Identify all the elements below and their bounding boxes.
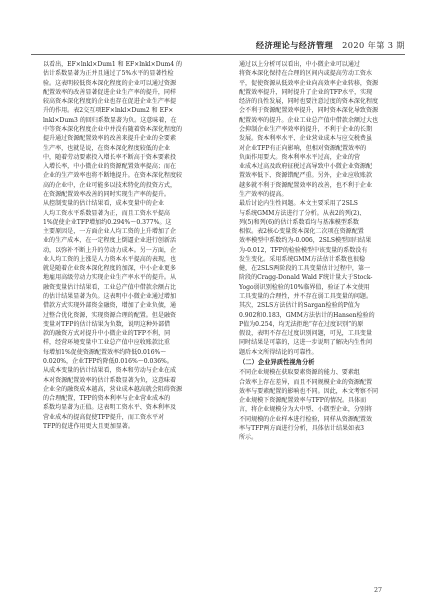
- text-line: 率与TFP两方面进行分析，具体估计结果如表3: [239, 424, 364, 432]
- text-line: 款的融资方式对提升中小微企业的TFP不利，同: [43, 330, 171, 338]
- text-line: 从成本变量的估计结果看，资本和劳动与企业在成: [43, 367, 177, 375]
- text-line: 列(5)和列(6)的估计系数看均与基准模型系数: [239, 218, 359, 226]
- text-line: 高的企业中，企业可能多以技术特化的投资方式，: [43, 181, 177, 189]
- text-line: 0.902和0.183，GMM方法估计的Hansen检验的: [239, 311, 375, 319]
- text-line: lnkl×Dum3 的回归系数显著为负。这意味着，在: [43, 116, 177, 124]
- text-line: 过整合优化资源，实现资源合理的配置。但是融资: [43, 311, 177, 319]
- text-line: 系数均显著为正值。这表明工资水平、资本利率及: [43, 404, 177, 412]
- text-line: 较高资本深化程度的企业也存在促进企业生产率提: [43, 98, 177, 106]
- text-line: 从控制变量的估计结果看，成本变量中的企业: [43, 200, 164, 208]
- paragraph: [227, 368, 403, 442]
- text-line: 题后本文所得结论的可靠性。: [239, 348, 318, 356]
- text-line: 合效率上存在差异，而且不同规模企业的资源配置: [239, 378, 373, 386]
- text-line: 生产效率的提高。: [239, 190, 288, 198]
- text-line: 升的作用。表2交互项EF×lnkl×Dum2 和 EF×: [43, 107, 174, 115]
- text-line: 通过以上分析可以看出，中小微企业可以通过: [239, 61, 360, 68]
- paragraph: [31, 199, 207, 431]
- text-line: 不同规模的企业样本进行检验，同样从资源配置效: [239, 415, 373, 423]
- text-line: 所示。: [239, 434, 258, 442]
- text-line: 的合理配置，TFP的资本利率与企业营业成本的: [43, 395, 171, 403]
- paragraph: [227, 199, 403, 357]
- text-line: 假设，表明不存在过度识别问题，可见，工具变量: [239, 330, 373, 338]
- text-line: 发生变化。采用系统GMM方法估计系数也很稳: [239, 255, 366, 263]
- text-line: 配置效率提升，同时提升了企业的TFP水平，实现: [239, 88, 373, 96]
- text-line: 1%促使企业TFP增加约0.294%～0.377%。这: [43, 218, 172, 226]
- text-line: 0.020%，企业TFP约降低0.016%～0.036%。: [43, 358, 173, 365]
- text-line: Yogo弱识别检验的10%临界值，验证了本文使用: [239, 283, 370, 291]
- text-line: 企业全的融资成本越高，营业成本越高就会阻碍资源: [43, 385, 183, 393]
- text-line: 效率模型中系数约为-0.006，2SLS模型回归结果: [239, 237, 372, 245]
- text-line: 中等资本深化程度企业中并没有随着资本深化程度的: [43, 125, 183, 133]
- text-line: 言，将企业规模分为大中型、小微型企业，分别将: [239, 406, 373, 414]
- text-line: 入增长率，中小微企业的资源配置效率提高；而在: [43, 163, 177, 171]
- text-line: 工具变量的合理性，并不存在弱工具变量的问题。: [239, 293, 373, 301]
- text-line: 营业成本的提高促使TFP提升，而工资水平对: [43, 413, 165, 421]
- text-line: 融资变量估计结果看，工业总产值中借款余额占比: [43, 283, 177, 291]
- text-line: 借款方式实现外部资金融资，增加了企业负债，通: [43, 302, 177, 310]
- text-line: 最后讨论内生性问题。本文主要采用了2SLS: [239, 200, 358, 208]
- text-line: P值为0.254，均无法拒绝“存在过度识别”的原: [239, 320, 364, 328]
- header-rule: [31, 54, 405, 55]
- text-line: TFP的促进作用更大且更加显著。: [43, 422, 134, 430]
- issue-info: 2020 年第 3 期: [342, 40, 405, 50]
- text-line: 估计系数显著为正并且通过了5%水平的显著性检: [43, 70, 174, 78]
- text-line: 变量对TFP的估计结果为负数，说明这种外部借: [43, 320, 171, 328]
- text-line: 不同企业规模在获取要素资源的能力、要素组: [239, 369, 360, 377]
- text-line: 的估计结果显著为负。这表明中小微企业通过增加: [43, 293, 177, 301]
- text-line: 中，随着劳动要素投入增长率不断高于资本要素投: [43, 153, 177, 161]
- section-heading: （二）企业异质性视角分析: [239, 359, 315, 366]
- text-line: 健，在2SLS两阶段的工具变量估计过程中，第一: [239, 265, 371, 273]
- text-line: 业的生产成本，在一定程度上倒逼企业进行创新活: [43, 237, 177, 245]
- text-line: 生产率，也就是说，在资本深化程度较低的企业: [43, 144, 170, 152]
- text-line: 主要原因是，一方面企业人均工资的上升增加了企: [43, 228, 177, 236]
- text-line: 阶段的Cragg-Donald Wald F统计量大于Stock-: [239, 274, 373, 282]
- text-line: 动，以弥补不断上升的劳动力成本。另一方面，企: [43, 246, 177, 254]
- text-line: 负面作用要大。资本利率水平过高，企业的营: [239, 153, 360, 161]
- text-line: 人均工资水平系数显著为正，而且工资水平提高: [43, 209, 170, 217]
- text-line: 配置效率的提升。企业工业总产值中借款余额过大也: [239, 116, 379, 124]
- text-line: 同时结果是可靠的，这进一步说明了解决内生性问: [239, 339, 373, 347]
- running-header: [256, 40, 405, 51]
- text-line: 为-0.012，TFP的检验模型中该变量的系数没有: [239, 246, 368, 254]
- text-line: 配置效率的改善显著促进企业生产率的提升，同样: [43, 88, 177, 96]
- text-line: 就是随着企业资本深化程度的加深，中小企业更多: [43, 265, 177, 273]
- text-line: 会抑制企业生产率效率的提升，不利于企业的长期: [239, 125, 373, 133]
- page-number: 27: [373, 587, 382, 594]
- text-line: 相似。表2核心变量资本深化二次项在资源配置: [239, 228, 364, 236]
- text-line: 平，促使资源从低效率企业向高效率企业转移，资源: [239, 79, 379, 87]
- text-line: 业人均工资的上涨是人力资本水平提高的表现，也: [43, 255, 177, 263]
- text-line: 对企业TFP有正向影响，但相对资源配置效率的: [239, 144, 367, 152]
- text-line: 置效率低下、资源错配严重。另外，企业应收账款: [239, 172, 373, 180]
- text-line: 其次，2SLS方法估计的Sargan检验的P值为: [239, 302, 360, 310]
- text-line: 本对资源配置效率的估计系数显著为负，这意味着: [43, 376, 177, 384]
- text-line: 每增加1%促使资源配置效率约降低0.016%～: [43, 348, 167, 356]
- text-line: 发展。资本利率水平、企业营业成本与应交税费虽: [239, 135, 373, 143]
- right-column: [227, 60, 403, 443]
- paragraph: [227, 60, 403, 199]
- text-line: 与系统GMM方法进行了分析。从表2的列(2)、: [239, 209, 366, 217]
- text-line: 越多就不利于资源配置效率的改善，也不利于企业: [239, 181, 373, 189]
- text-line: 验。这表明较低资本深化程度的企业可以通过资源: [43, 79, 177, 87]
- text-line: 经济的良性发展，同时也要注意过度的资本深化程度: [239, 98, 379, 106]
- paragraph: [31, 60, 207, 199]
- text-line: 在资源配置效率改善的同时实现生产率的提升。: [43, 190, 170, 198]
- text-line: 会不利于资源配置效率提升，同时资本深化导致资源: [239, 107, 379, 115]
- journal-name: 经济理论与经济管理: [255, 40, 334, 50]
- text-line: 提升通过资源配置效率的改善来提升企业的全要素: [43, 135, 177, 143]
- text-line: 企业的生产效率也将不断地提升。在资本深化程度较: [43, 172, 183, 180]
- text-line: 业成本过高及政府征税过高导致中小微企业资源配: [239, 163, 373, 171]
- text-line: 将资本深化保持在合理的区间内或提高劳动工资水: [239, 70, 373, 78]
- text-line: 样，经营环境变量中工业总产值中应收账款比重: [43, 339, 170, 347]
- text-line: 效率与要素配置的影响也不同。因此，本文考察不同: [239, 387, 379, 395]
- text-line: 企业规模下资源配置效率与TFP的情况。具体而: [239, 397, 367, 405]
- text-line: 以看出，EF×lnkl×Dum1 和 EF×lnkl×Dum4 的: [43, 61, 183, 68]
- left-column: [31, 60, 207, 431]
- text-line: 地雇用高级劳动力实现企业生产率水平的提升。从: [43, 274, 177, 282]
